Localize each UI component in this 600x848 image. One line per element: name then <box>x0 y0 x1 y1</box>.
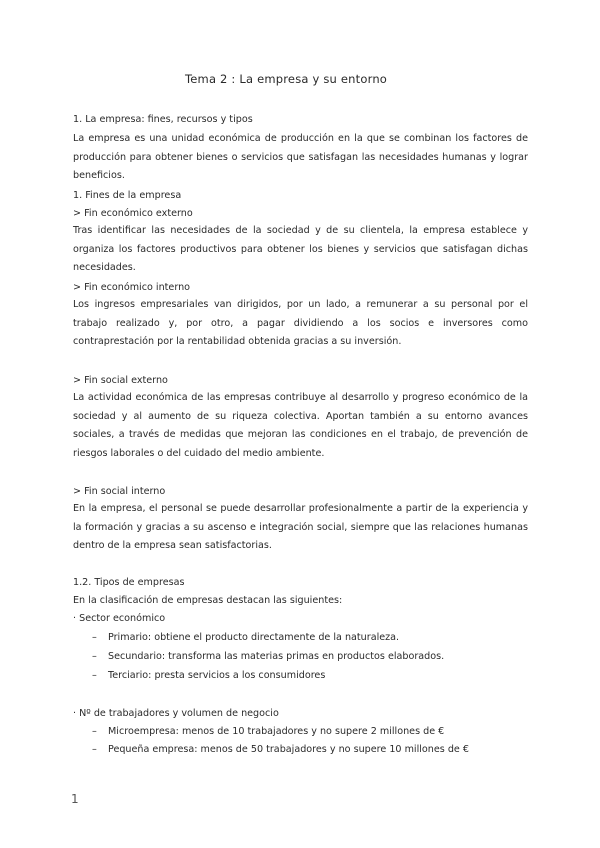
document-title: Tema 2 : La empresa y su entorno <box>185 72 388 86</box>
heading-fin-social-interno: > Fin social interno <box>73 486 166 497</box>
dash-bullet: – <box>92 632 97 643</box>
page-number: 1 <box>71 792 79 806</box>
list-item <box>92 725 444 739</box>
dash-bullet: – <box>92 744 97 755</box>
trabajadores-heading: · Nº de trabajadores y volumen de negocio <box>73 708 279 719</box>
subsection-heading-tipos: 1.2. Tipos de empresas <box>73 577 185 588</box>
paragraph-fin-economico-externo: Tras identificar las necesidades de la sociedad y de su clientela, la empresa establece y organiza los factores productivos para obtener los bienes y servicios que satisfagan dichas necesidades. <box>73 225 528 274</box>
paragraph-fin-economico-interno: Los ingresos empresariales van dirigidos, por un lado, a remunerar a su personal por el trabajo realizado y, por otro, a pagar dividiendo a los socios e inversores como contraprestación por la rentabilidad obtenida gracias a su inversión. <box>73 299 528 348</box>
list-item <box>92 650 444 664</box>
list-item <box>92 743 469 757</box>
list-item <box>92 631 399 645</box>
list-item-text: Primario: obtiene el producto directamente de la naturaleza. <box>108 632 400 643</box>
list-item <box>92 669 325 683</box>
heading-fin-economico-interno: > Fin económico interno <box>73 282 191 293</box>
paragraph-fin-social-externo: La actividad económica de las empresas contribuye al desarrollo y progreso económico de la sociedad y al aumento de su riqueza colectiva. Aportan también a su entorno avances sociales, a través de medidas que mejoran las condiciones en el trabajo, de prevención de riesgos laborales o del cuidado del medio ambiente. <box>73 392 528 460</box>
section-heading-empresa: 1. La empresa: fines, recursos y tipos <box>73 114 253 125</box>
list-item-text: Terciario: presta servicios a los consumidores <box>108 670 326 681</box>
list-item-text: Pequeña empresa: menos de 50 trabajadores y no supere 10 millones de € <box>108 744 469 755</box>
heading-fin-economico-externo: > Fin económico externo <box>73 208 193 219</box>
heading-fin-social-externo: > Fin social externo <box>73 375 168 386</box>
paragraph-definicion-empresa: La empresa es una unidad económica de producción en la que se combinan los factores de producción para obtener bienes o servicios que satisfagan las necesidades humanas y lograr beneficios. <box>73 133 528 182</box>
dash-bullet: – <box>92 670 97 681</box>
list-item-text: Microempresa: menos de 10 trabajadores y no supere 2 millones de € <box>108 726 445 737</box>
paragraph-fin-social-interno: En la empresa, el personal se puede desarrollar profesionalmente a partir de la experiencia y la formación y gracias a su ascenso e integración social, siempre que las relaciones humanas dentro de la empresa sean satisfactorias. <box>73 503 528 552</box>
tipos-intro: En la clasificación de empresas destacan las siguientes: <box>73 595 343 606</box>
dash-bullet: – <box>92 651 97 662</box>
sector-economico-heading: · Sector económico <box>73 613 166 624</box>
dash-bullet: – <box>92 726 97 737</box>
subsection-heading-fines: 1. Fines de la empresa <box>73 190 182 201</box>
list-item-text: Secundario: transforma las materias primas en productos elaborados. <box>108 651 445 662</box>
